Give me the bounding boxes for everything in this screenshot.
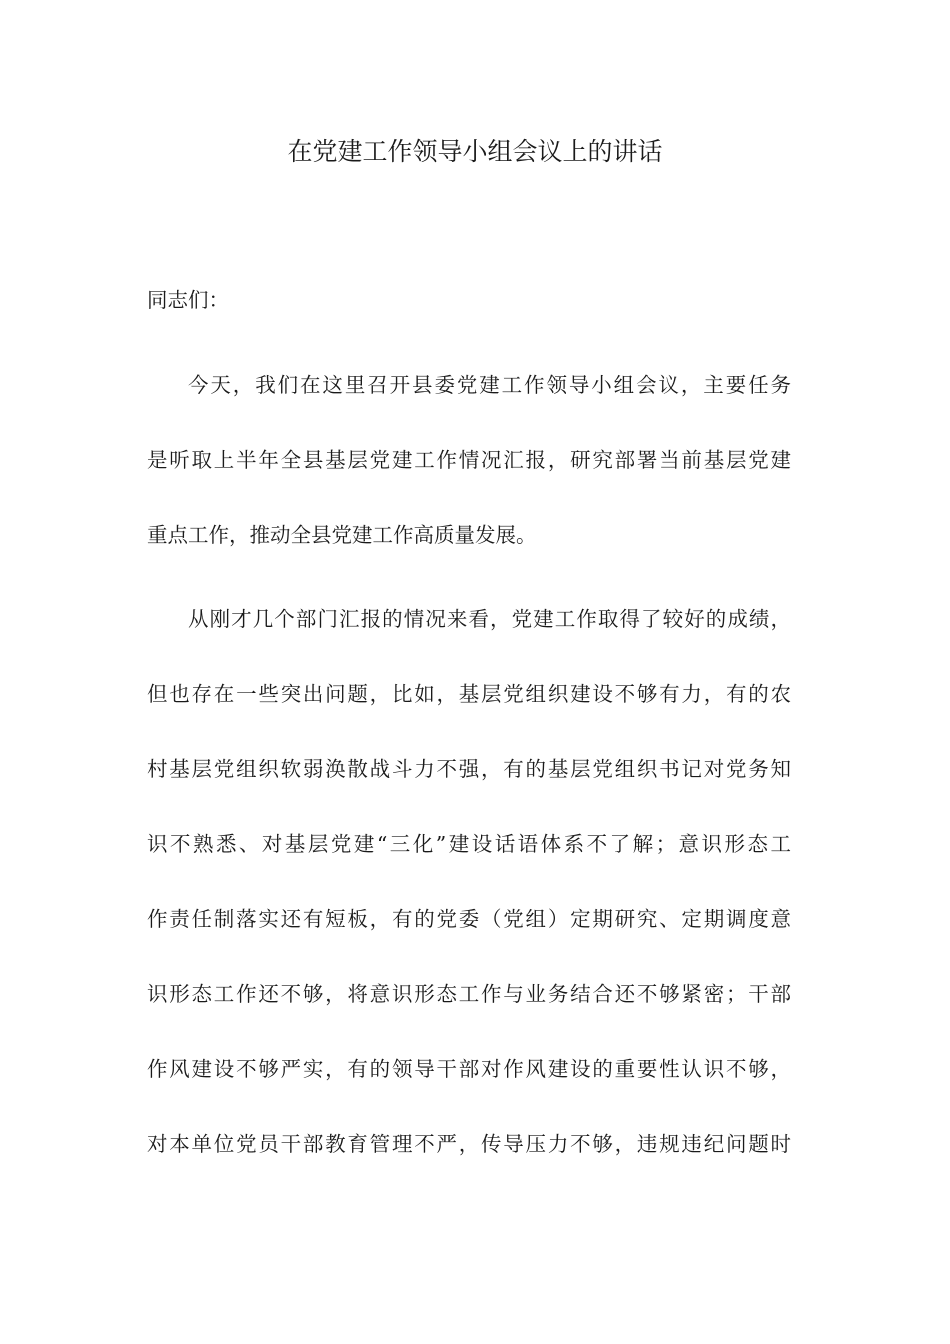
paragraph-line: 作责任制落实还有短板，有的党委（党组）定期研究、定期调度意 bbox=[147, 907, 791, 931]
document-title: 在党建工作领导小组会议上的讲话 bbox=[287, 137, 663, 166]
paragraph-line: 但也存在一些突出问题，比如，基层党组织建设不够有力，有的农 bbox=[147, 682, 791, 706]
paragraph-line: 从刚才几个部门汇报的情况来看，党建工作取得了较好的成绩， bbox=[188, 607, 791, 631]
paragraph-line: 重点工作，推动全县党建工作高质量发展。 bbox=[147, 523, 537, 547]
paragraph-line: 是听取上半年全县基层党建工作情况汇报，研究部署当前基层党建 bbox=[147, 448, 791, 472]
salutation: 同志们： bbox=[147, 288, 229, 312]
paragraph-line: 作风建设不够严实，有的领导干部对作风建设的重要性认识不够， bbox=[147, 1057, 791, 1081]
paragraph-line: 今天，我们在这里召开县委党建工作领导小组会议，主要任务 bbox=[188, 373, 791, 397]
paragraph-line: 识形态工作还不够，将意识形态工作与业务结合还不够紧密；干部 bbox=[147, 982, 791, 1006]
paragraph-line: 对本单位党员干部教育管理不严，传导压力不够，违规违纪问题时 bbox=[147, 1132, 791, 1156]
paragraph-line: 村基层党组织软弱涣散战斗力不强，有的基层党组织书记对党务知 bbox=[147, 757, 791, 781]
paragraph-line: 识不熟悉、对基层党建“三化”建设话语体系不了解；意识形态工 bbox=[147, 832, 791, 856]
